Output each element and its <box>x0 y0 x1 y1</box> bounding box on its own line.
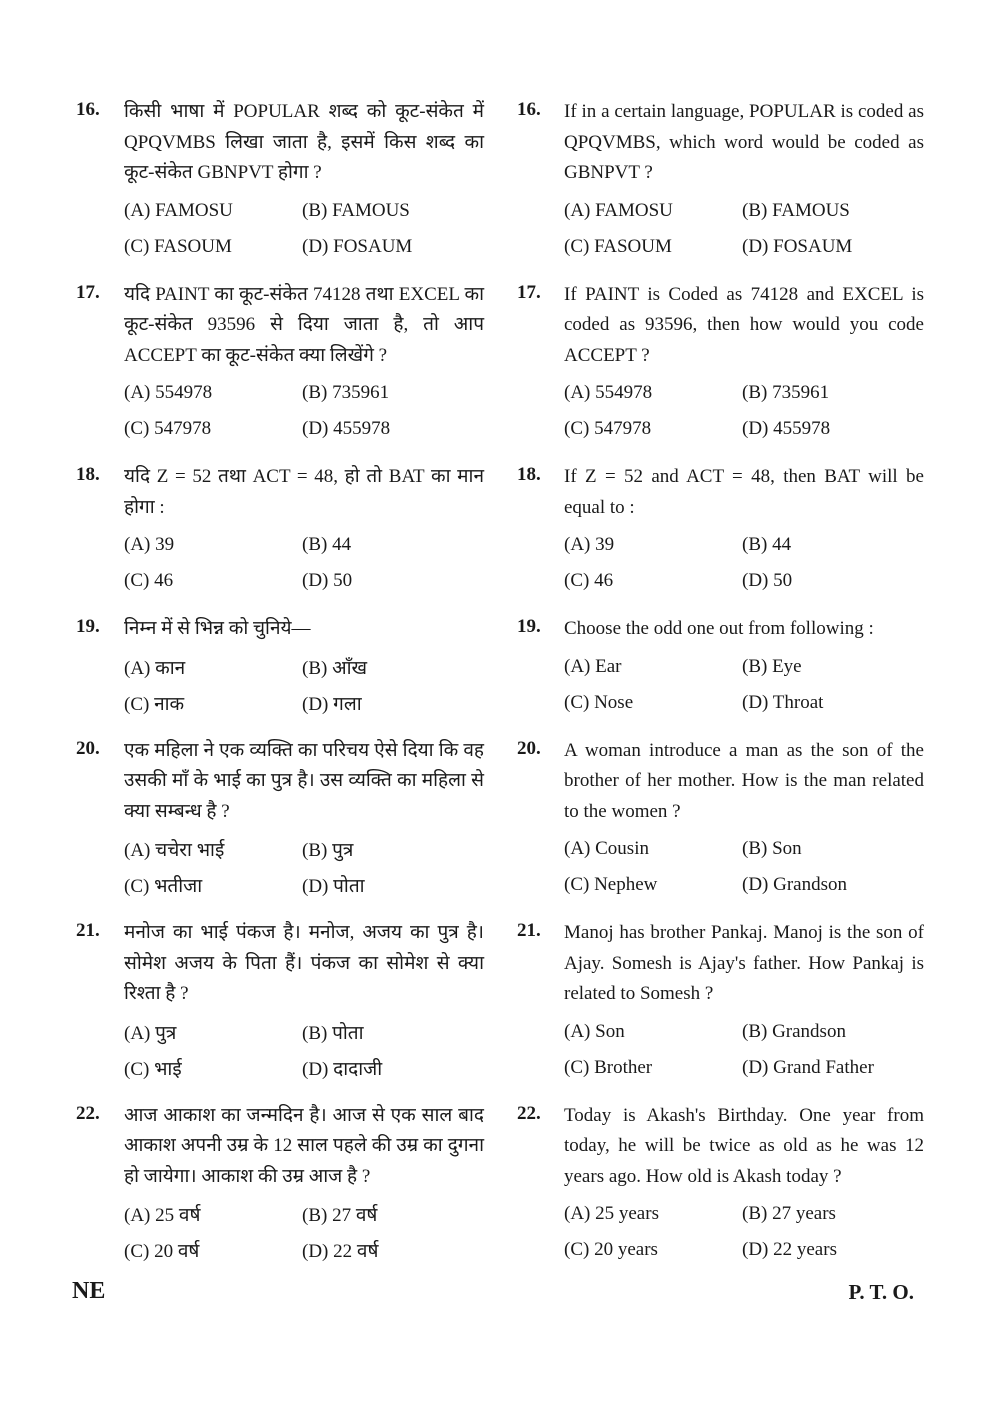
option-row <box>124 375 484 411</box>
option-row <box>124 867 484 903</box>
options <box>124 375 484 447</box>
option-b: (B) Eye <box>742 655 802 677</box>
options <box>564 649 924 721</box>
option-row <box>564 685 924 721</box>
hindi-question <box>72 734 484 904</box>
option-d: (D) पोता <box>302 876 365 897</box>
option-c: (C) 20 years <box>564 1239 658 1260</box>
question-text: आज आकाश का जन्मदिन है। आज से एक साल बाद आकाश अपनी उम्र के 12 साल पहले की उम्र का दुगना हो जायेगा। आकाश की उम्र आज है ? <box>124 1104 484 1187</box>
english-question <box>512 460 924 599</box>
hindi-question <box>72 612 484 721</box>
english-question <box>512 278 924 448</box>
option-row <box>564 1014 924 1050</box>
option-row <box>564 1232 924 1268</box>
option-d: (D) 455978 <box>302 418 391 439</box>
english-question <box>512 734 924 904</box>
option-a: (A) 39 <box>564 534 615 555</box>
question-number: 20. <box>517 737 541 759</box>
english-question <box>512 95 924 265</box>
option-b: (B) FAMOUS <box>302 199 410 221</box>
option-a: (A) 25 years <box>564 1203 659 1224</box>
option-a: (A) चचेरा भाई <box>124 840 225 861</box>
option-b: (B) Grandson <box>742 1020 846 1042</box>
english-question <box>512 1099 924 1269</box>
option-a: (A) कान <box>124 657 186 679</box>
option-b: (B) 27 years <box>742 1203 836 1224</box>
question-text: Today is Akash's Birthday. One year from today, he will be twice as old as he was 12 years ago. How old is Akash today ? <box>564 1104 924 1187</box>
option-d: (D) 50 <box>742 570 793 591</box>
question-text: If Z = 52 and ACT = 48, then BAT will be equal to : <box>564 466 924 518</box>
hindi-question <box>72 1099 484 1269</box>
option-row <box>124 563 484 599</box>
option-a: (A) FAMOSU <box>124 199 233 221</box>
option-c: (C) भाई <box>124 1058 182 1080</box>
option-c: (C) FASOUM <box>564 235 672 257</box>
option-row <box>124 1050 484 1086</box>
question-number: 19. <box>76 616 100 637</box>
hindi-column <box>72 95 484 1281</box>
option-c: (C) 547978 <box>564 418 652 439</box>
option-row <box>124 1014 484 1050</box>
question-number: 18. <box>517 464 541 485</box>
hindi-question <box>72 916 484 1086</box>
question-text: एक महिला ने एक व्यक्ति का परिचय ऐसे दिया कि वह उसकी माँ के भाई का पुत्र है। उस व्यक्ति का महिला से क्या सम्बन्ध है ? <box>124 739 484 822</box>
option-b: (B) FAMOUS <box>742 199 850 221</box>
option-d: (D) 50 <box>302 570 353 591</box>
hindi-question <box>72 95 484 265</box>
option-row <box>564 193 924 229</box>
option-row <box>124 1232 484 1268</box>
question-text: Manoj has brother Pankaj. Manoj is the son of Ajay. Somesh is Ajay's father. How Pankaj is related to Somesh ? <box>564 922 924 1004</box>
question-number: 18. <box>76 464 100 485</box>
option-a: (A) 39 <box>124 534 175 555</box>
question-number: 22. <box>517 1102 541 1124</box>
option-d: (D) Grand Father <box>742 1056 874 1078</box>
option-row <box>124 411 484 447</box>
option-a: (A) 25 वर्ष <box>124 1205 201 1226</box>
question-text: यदि Z = 52 तथा ACT = 48, हो तो BAT का मान होगा : <box>124 466 484 518</box>
option-c: (C) 20 वर्ष <box>124 1241 200 1262</box>
option-d: (D) Grandson <box>742 874 848 895</box>
question-number: 21. <box>517 920 541 941</box>
question-text: A woman introduce a man as the son of the brother of her mother. How is the man related to the women ? <box>564 739 924 822</box>
option-b: (B) 735961 <box>742 382 830 403</box>
option-a: (A) 554978 <box>124 382 213 403</box>
option-a: (A) Son <box>564 1020 625 1042</box>
option-row <box>564 1196 924 1232</box>
option-d: (D) Throat <box>742 691 824 713</box>
question-text: किसी भाषा में POPULAR शब्द को कूट-संकेत में QPQVMBS लिखा जाता है, इसमें किस शब्द का कूट-संकेत GBNPVT होगा ? <box>124 101 484 183</box>
english-question <box>512 612 924 721</box>
question-number: 16. <box>76 99 100 120</box>
option-row <box>564 831 924 867</box>
option-row <box>564 411 924 447</box>
question-text: If in a certain language, POPULAR is coded as QPQVMBS, which word would be coded as GBNPVT ? <box>564 101 924 183</box>
options <box>564 193 924 265</box>
option-b: (B) 44 <box>302 534 352 555</box>
option-b: (B) 44 <box>742 534 792 555</box>
footer-pto: P. T. O. <box>848 1280 914 1304</box>
option-row <box>124 831 484 867</box>
option-a: (A) 554978 <box>564 382 653 403</box>
option-row <box>564 867 924 903</box>
option-row <box>124 649 484 685</box>
footer-code: NE <box>72 1278 106 1304</box>
option-c: (C) Nephew <box>564 874 658 895</box>
question-number: 21. <box>76 920 100 941</box>
option-d: (D) 22 years <box>742 1239 837 1260</box>
question-text: Choose the odd one out from following : <box>564 618 874 639</box>
question-text: निम्न में से भिन्न को चुनिये— <box>124 618 311 639</box>
option-c: (C) FASOUM <box>124 235 232 257</box>
option-row <box>564 563 924 599</box>
option-d: (D) FOSAUM <box>302 235 413 257</box>
option-row <box>124 685 484 721</box>
question-number: 16. <box>517 99 541 120</box>
options <box>124 649 484 721</box>
english-column <box>512 95 924 1281</box>
option-b: (B) 735961 <box>302 382 390 403</box>
option-row <box>564 229 924 265</box>
question-text: If PAINT is Coded as 74128 and EXCEL is coded as 93596, then how would you code ACCEPT ? <box>564 283 924 366</box>
options <box>124 193 484 265</box>
option-d: (D) 455978 <box>742 418 831 439</box>
options <box>124 1014 484 1086</box>
option-d: (D) दादाजी <box>302 1058 383 1080</box>
option-c: (C) Brother <box>564 1056 653 1078</box>
option-row <box>564 527 924 563</box>
option-a: (A) Cousin <box>564 838 649 859</box>
option-row <box>124 527 484 563</box>
options <box>564 375 924 447</box>
question-number: 17. <box>517 281 541 303</box>
option-b: (B) पुत्र <box>302 840 354 861</box>
english-question <box>512 916 924 1086</box>
option-b: (B) पोता <box>302 1022 364 1044</box>
option-row <box>564 1050 924 1086</box>
question-number: 19. <box>517 616 541 637</box>
option-c: (C) नाक <box>124 693 185 715</box>
options <box>564 1014 924 1086</box>
option-d: (D) गला <box>302 693 362 715</box>
question-number: 17. <box>76 281 100 303</box>
option-b: (B) 27 वर्ष <box>302 1205 378 1226</box>
question-number: 20. <box>76 737 100 759</box>
option-c: (C) Nose <box>564 691 634 713</box>
option-d: (D) FOSAUM <box>742 235 853 257</box>
options <box>124 1196 484 1268</box>
option-row <box>124 193 484 229</box>
hindi-question <box>72 278 484 448</box>
options <box>564 527 924 599</box>
option-c: (C) 46 <box>564 570 614 591</box>
option-row <box>124 229 484 265</box>
option-row <box>564 649 924 685</box>
option-a: (A) Ear <box>564 655 622 677</box>
option-c: (C) भतीजा <box>124 876 203 897</box>
option-row <box>564 375 924 411</box>
hindi-question <box>72 460 484 599</box>
question-text: मनोज का भाई पंकज है। मनोज, अजय का पुत्र है। सोमेश अजय के पिता हैं। पंकज का सोमेश से क्या रिश्ता है ? <box>124 922 484 1004</box>
options <box>124 527 484 599</box>
option-c: (C) 547978 <box>124 418 212 439</box>
option-a: (A) पुत्र <box>124 1022 177 1044</box>
question-text: यदि PAINT का कूट-संकेत 74128 तथा EXCEL का कूट-संकेत 93596 से दिया जाता है, तो आप ACCEPT का कूट-संकेत क्या लिखेंगे ? <box>124 283 484 366</box>
options <box>124 831 484 903</box>
options <box>564 1196 924 1268</box>
options <box>564 831 924 903</box>
option-b: (B) आँख <box>302 657 368 679</box>
option-b: (B) Son <box>742 838 802 859</box>
option-a: (A) FAMOSU <box>564 199 673 221</box>
option-d: (D) 22 वर्ष <box>302 1241 379 1262</box>
question-number: 22. <box>76 1102 100 1124</box>
option-c: (C) 46 <box>124 570 174 591</box>
option-row <box>124 1196 484 1232</box>
